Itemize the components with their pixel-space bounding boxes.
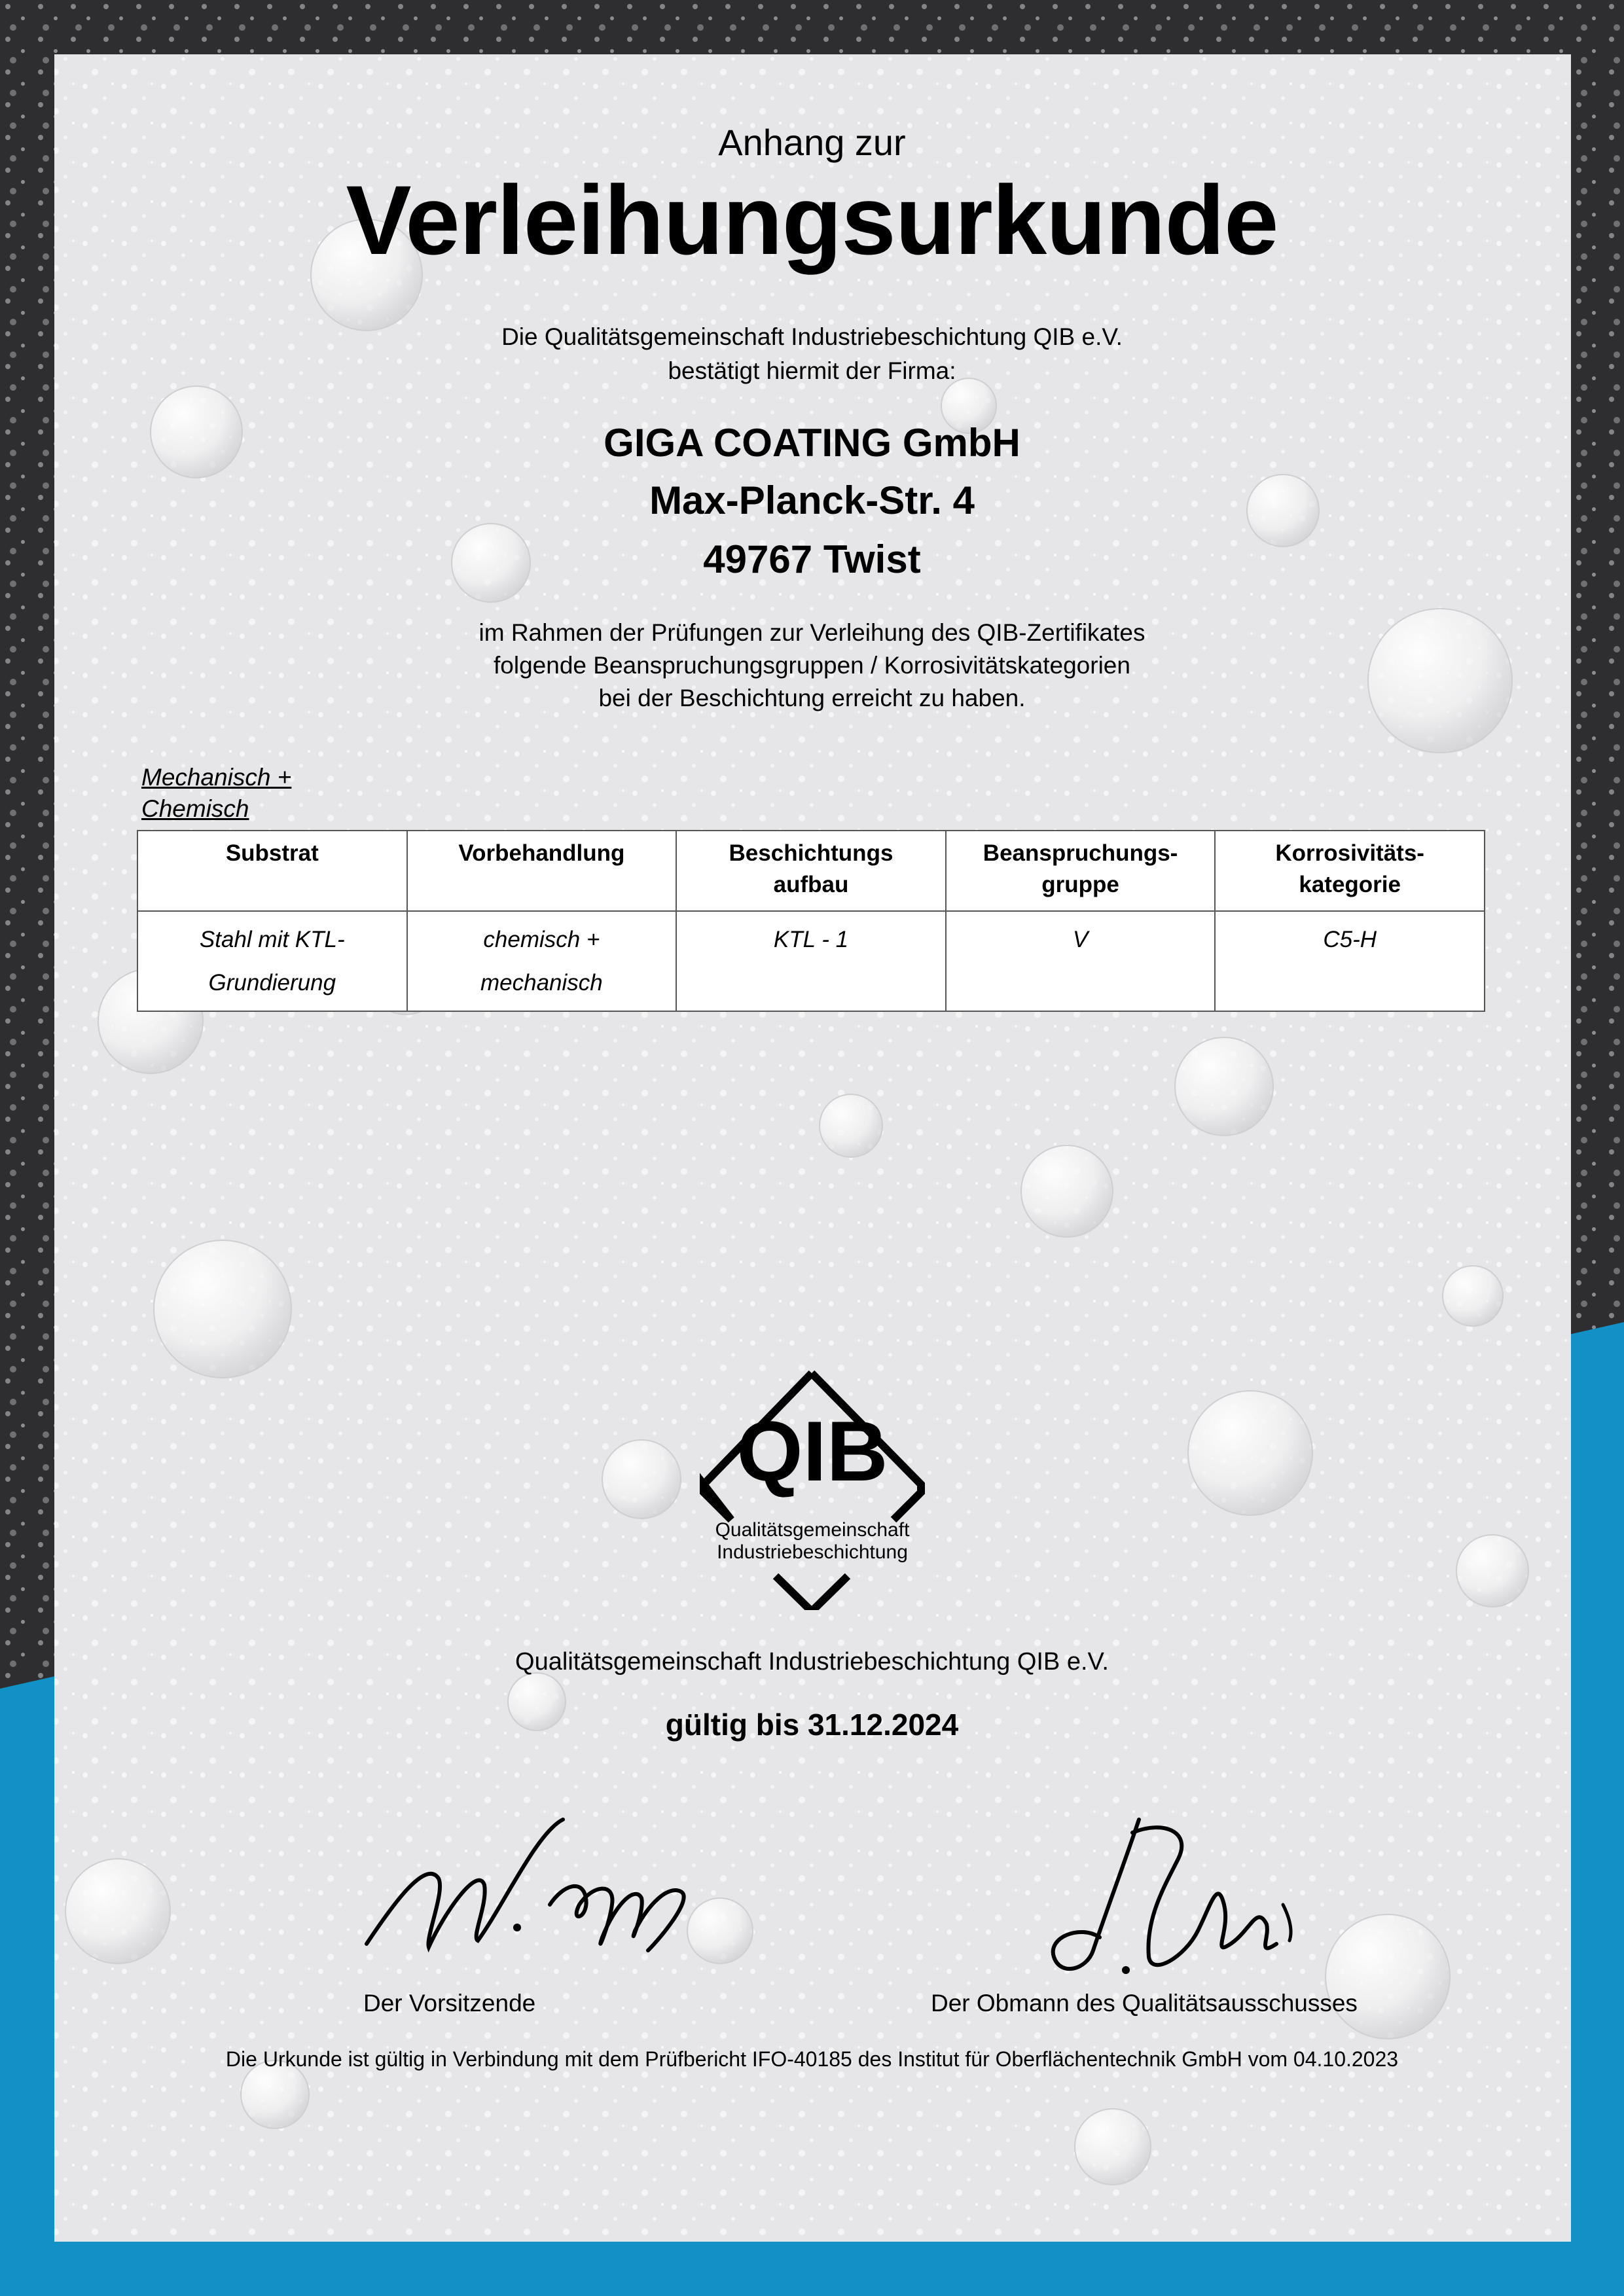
header-line: Beanspruchungs- (983, 840, 1178, 866)
category-line-2: Chemisch (141, 795, 249, 822)
cell-line: Grundierung (208, 970, 336, 996)
category-line-1: Mechanisch + (141, 764, 292, 791)
cell-vorbehandlung (407, 911, 677, 1011)
category-label (141, 762, 291, 825)
signature-committee-head-label: Der Obmann des Qualitätsausschusses (931, 1990, 1358, 2017)
header-beanspruchungsgruppe (946, 831, 1216, 911)
header-beschichtungsaufbau (676, 831, 946, 911)
header-line: Vorbehandlung (458, 840, 625, 866)
header-substrat (137, 831, 407, 911)
header-line: gruppe (1041, 872, 1119, 897)
document-title: Verleihungsurkunde (346, 165, 1278, 275)
document-subtitle: Anhang zur (718, 122, 906, 163)
signature-chairman-label: Der Vorsitzende (363, 1990, 536, 2017)
cell-line: Stahl mit KTL- (199, 927, 345, 952)
cell-line: V (1072, 927, 1089, 952)
cell-line: KTL - 1 (773, 927, 849, 952)
table-header-row (137, 831, 1485, 911)
header-line: Beschichtungs (729, 840, 893, 866)
qib-logo-line-2: Industriebeschichtung (717, 1541, 908, 1563)
intro-line-1: Die Qualitätsgemeinschaft Industriebeschichtung QIB e.V. (501, 323, 1123, 350)
intro-line-2: bestätigt hiermit der Firma: (668, 357, 956, 384)
statement-line-1: im Rahmen der Prüfungen zur Verleihung des QIB-Zertifikates (478, 619, 1146, 646)
company-city: 49767 Twist (703, 537, 921, 581)
cell-korrosivitaetskategorie (1215, 911, 1485, 1011)
company-name: GIGA COATING GmbH (604, 421, 1020, 465)
signature-committee-head (1034, 1806, 1309, 1990)
results-table (137, 830, 1485, 1012)
cell-line: mechanisch (480, 970, 603, 996)
header-korrosivitaetskategorie (1215, 831, 1485, 911)
cell-substrat (137, 911, 407, 1011)
cell-beschichtungsaufbau (676, 911, 946, 1011)
qib-logo-icon (691, 1368, 934, 1610)
qib-logo-line-1: Qualitätsgemeinschaft (715, 1519, 910, 1541)
cell-line: C5-H (1323, 927, 1377, 952)
header-line: aufbau (773, 872, 849, 897)
signature-chairman (353, 1806, 733, 1977)
valid-until: gültig bis 31.12.2024 (665, 1708, 959, 1742)
validity-footnote: Die Urkunde ist gültig in Verbindung mit dem Prüfbericht IFO-40185 des Institut für Oberflächentechnik GmbH vom 04.10.2023 (225, 2047, 1399, 2071)
header-line: kategorie (1299, 872, 1401, 897)
cell-line: chemisch + (483, 927, 600, 952)
organization-name: Qualitätsgemeinschaft Industriebeschichtung QIB e.V. (515, 1648, 1109, 1676)
table-row (137, 911, 1485, 1011)
statement-line-2: folgende Beanspruchungsgruppen / Korrosivitätskategorien (494, 652, 1130, 679)
header-line: Substrat (225, 840, 319, 866)
qib-logo-mark: QIB (736, 1403, 888, 1499)
header-vorbehandlung (407, 831, 677, 911)
cell-beanspruchungsgruppe (946, 911, 1216, 1011)
header-line: Korrosivitäts- (1275, 840, 1424, 866)
company-street: Max-Planck-Str. 4 (649, 478, 975, 522)
statement-line-3: bei der Beschichtung erreicht zu haben. (598, 685, 1026, 711)
